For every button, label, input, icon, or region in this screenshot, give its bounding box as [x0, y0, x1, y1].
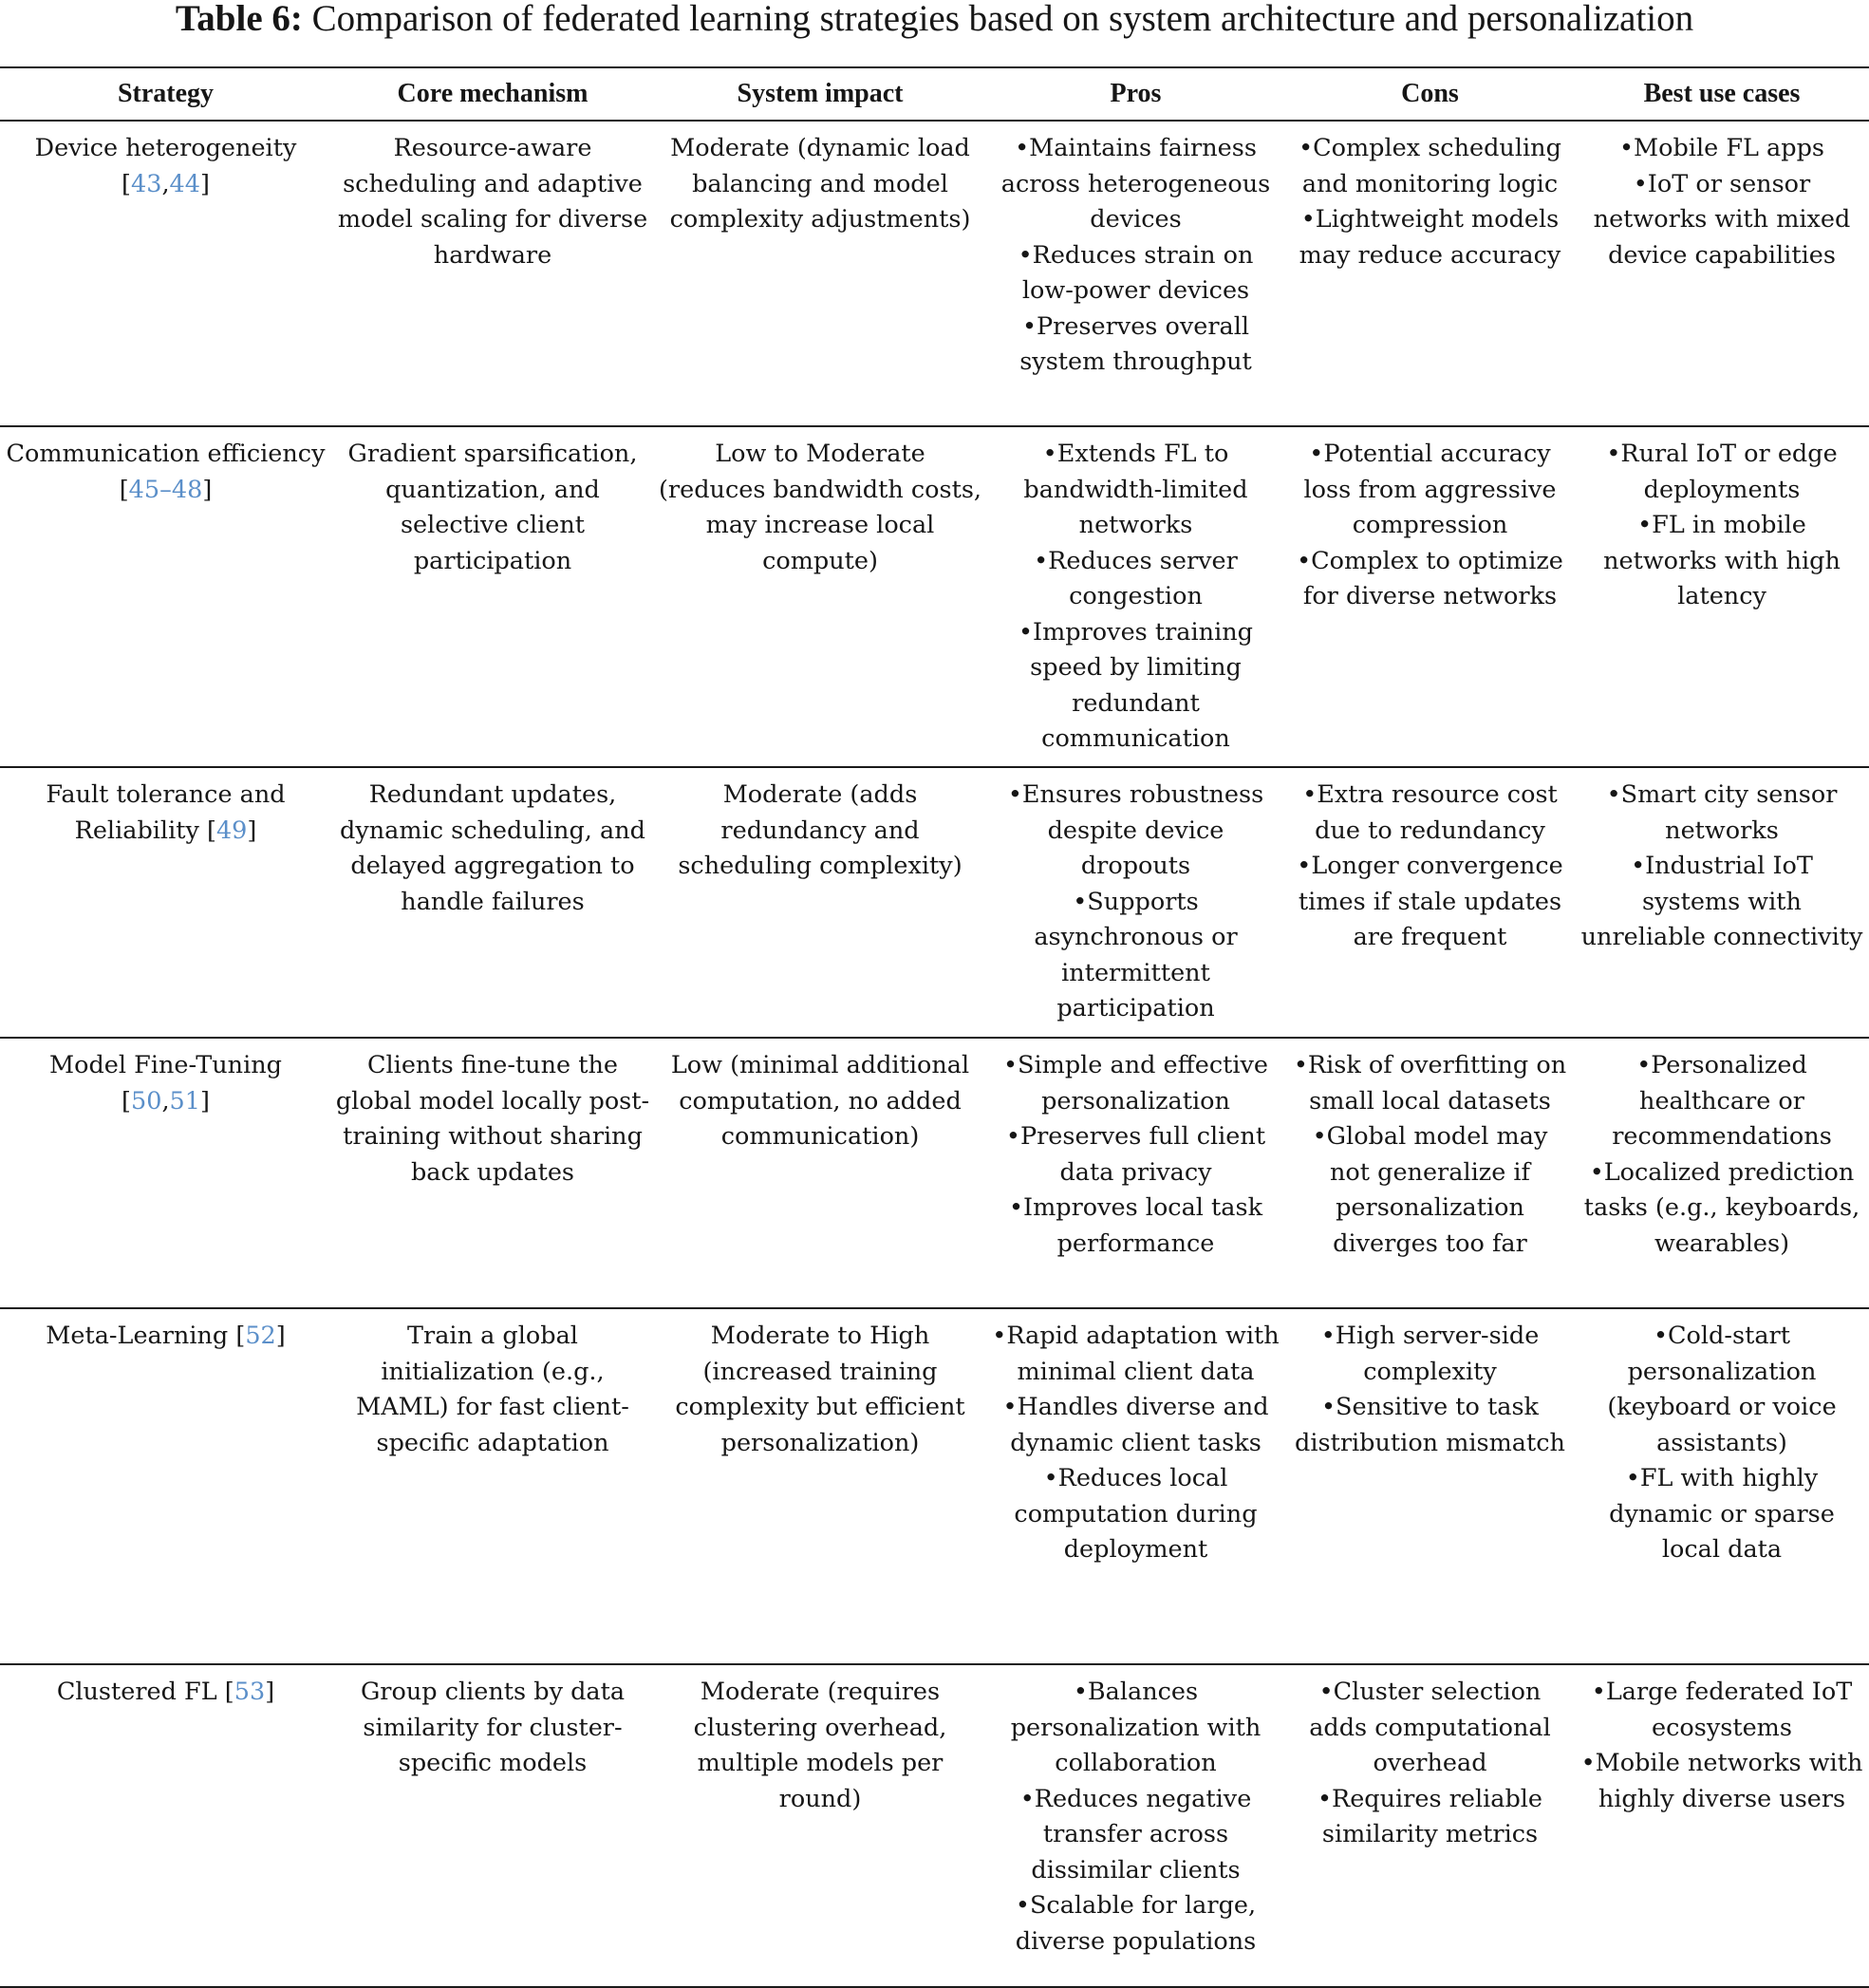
- con-item: •Lightweight models may reduce accuracy: [1299, 205, 1561, 270]
- con-item: •Longer convergence times if stale updates are frequent: [1297, 852, 1563, 951]
- table-caption: [0, 0, 1869, 40]
- system-impact-cell: Moderate (adds redundancy and scheduling complexity): [654, 767, 986, 1038]
- table-row: [0, 1308, 1869, 1664]
- pro-item: •Reduces server congestion: [1034, 546, 1238, 610]
- pro-item: •Reduces negative transfer across dissimilar clients: [1019, 1784, 1252, 1885]
- pros-cell: [986, 767, 1285, 1038]
- con-item: •Cluster selection adds computational overhead: [1309, 1678, 1551, 1777]
- cons-cell: [1285, 1664, 1575, 1987]
- core-mechanism-cell: Train a global initialization (e.g., MAML) for fast client-specific adaptation: [331, 1308, 654, 1664]
- strategy-name: Device heterogeneity: [34, 134, 297, 162]
- con-item: •Complex to optimize for diverse networks: [1297, 546, 1563, 610]
- con-item: •Complex scheduling and monitoring logic: [1299, 134, 1561, 198]
- system-impact-cell: Low to Moderate (reduces bandwidth costs, may increase local compute): [654, 426, 986, 767]
- use-case-item: •Mobile FL apps: [1618, 134, 1824, 162]
- con-item: •High server-side complexity: [1320, 1322, 1540, 1386]
- header-strategy: Strategy: [0, 67, 331, 121]
- use-case-item: •FL in mobile networks with high latency: [1603, 511, 1841, 610]
- strategy-name: Communication efficiency: [6, 440, 326, 468]
- cons-cell: [1285, 1308, 1575, 1664]
- core-mechanism-cell: Resource-aware scheduling and adaptive model scaling for diverse hardware: [331, 121, 654, 426]
- cons-cell: [1285, 426, 1575, 767]
- pro-item: •Reduces strain on low-power devices: [1018, 240, 1254, 305]
- core-mechanism-cell: Group clients by data similarity for cluster-specific models: [331, 1664, 654, 1987]
- con-item: •Sensitive to task distribution mismatch: [1295, 1393, 1565, 1457]
- table-row: [0, 121, 1869, 426]
- core-mechanism-cell: Redundant updates, dynamic scheduling, and delayed aggregation to handle failures: [331, 767, 654, 1038]
- best-use-cases-cell: [1575, 767, 1869, 1038]
- cons-cell: [1285, 1038, 1575, 1308]
- pro-item: •Balances personalization with collaboration: [1010, 1678, 1262, 1777]
- citation-range-dash: –: [159, 475, 172, 504]
- pro-item: •Improves training speed by limiting redundant communication: [1019, 617, 1253, 753]
- con-item: •Extra resource cost due to redundancy: [1302, 780, 1558, 845]
- core-mechanism-cell: Gradient sparsification, quantization, and selective client participation: [331, 426, 654, 767]
- citation-link[interactable]: 48: [171, 475, 203, 504]
- table-label: Table 6:: [175, 0, 303, 39]
- best-use-cases-cell: [1575, 1308, 1869, 1664]
- citation-link[interactable]: 52: [245, 1322, 276, 1350]
- header-core-mechanism: Core mechanism: [331, 67, 654, 121]
- strategy-cell: Clustered FL [53]: [0, 1664, 331, 1987]
- table-row: [0, 767, 1869, 1038]
- best-use-cases-cell: [1575, 426, 1869, 767]
- con-item: •Risk of overfitting on small local datasets: [1293, 1051, 1567, 1116]
- use-case-item: •Large federated IoT ecosystems: [1591, 1678, 1853, 1742]
- con-item: •Requires reliable similarity metrics: [1317, 1784, 1543, 1848]
- use-case-item: •Localized prediction tasks (e.g., keyboards, wearables): [1583, 1157, 1860, 1258]
- use-case-item: •FL with highly dynamic or sparse local data: [1609, 1464, 1835, 1564]
- header-row: [0, 67, 1869, 121]
- citation-link[interactable]: 53: [234, 1678, 266, 1706]
- pros-cell: [986, 1664, 1285, 1987]
- core-mechanism-cell: Clients fine-tune the global model locally post-training without sharing back updates: [331, 1038, 654, 1308]
- pro-item: •Ensures robustness despite device dropouts: [1007, 780, 1264, 880]
- citation-link[interactable]: 43: [130, 169, 162, 198]
- citation-link[interactable]: 44: [169, 169, 200, 198]
- pro-item: •Reduces local computation during deployment: [1014, 1464, 1258, 1564]
- strategy-cell: Communication efficiency [45–48]: [0, 426, 331, 767]
- best-use-cases-cell: [1575, 1038, 1869, 1308]
- pros-cell: [986, 121, 1285, 426]
- pro-item: •Supports asynchronous or intermittent participation: [1034, 887, 1238, 1022]
- table-row: [0, 1664, 1869, 1987]
- system-impact-cell: Moderate to High (increased training complexity but efficient personalization): [654, 1308, 986, 1664]
- strategy-name: Clustered FL: [56, 1678, 217, 1706]
- pro-item: •Rapid adaptation with minimal client data: [992, 1322, 1280, 1386]
- table-row: [0, 426, 1869, 767]
- citation-link[interactable]: 50: [130, 1086, 162, 1116]
- strategy-cell: Meta-Learning [52]: [0, 1308, 331, 1664]
- strategy-name: Meta-Learning: [46, 1322, 229, 1350]
- pros-cell: [986, 426, 1285, 767]
- header-best-use-cases: Best use cases: [1575, 67, 1869, 121]
- con-item: •Potential accuracy loss from aggressive compression: [1303, 440, 1557, 539]
- pro-item: •Preserves full client data privacy: [1005, 1122, 1266, 1187]
- pro-item: •Improves local task performance: [1008, 1193, 1263, 1258]
- strategy-cell: Fault tolerance and Reliability [49]: [0, 767, 331, 1038]
- table-row: [0, 1038, 1869, 1308]
- strategy-cell: Device heterogeneity [43,44]: [0, 121, 331, 426]
- strategy-name: Model Fine-Tuning: [49, 1051, 282, 1079]
- use-case-item: •Smart city sensor networks: [1606, 780, 1838, 845]
- citation-link[interactable]: 51: [169, 1086, 200, 1116]
- header-pros: Pros: [986, 67, 1285, 121]
- comparison-table: [0, 66, 1869, 1988]
- use-case-item: •Rural IoT or edge deployments: [1606, 440, 1838, 504]
- use-case-item: •Personalized healthcare or recommendations: [1612, 1051, 1832, 1151]
- pro-item: •Maintains fairness across heterogeneous devices: [1000, 134, 1271, 234]
- cons-cell: [1285, 121, 1575, 426]
- header-cons: Cons: [1285, 67, 1575, 121]
- pro-item: •Handles diverse and dynamic client tasks: [1002, 1393, 1269, 1457]
- header-system-impact: System impact: [654, 67, 986, 121]
- citation-link[interactable]: 49: [215, 816, 248, 845]
- pro-item: •Simple and effective personalization: [1002, 1051, 1269, 1116]
- pro-item: •Preserves overall system throughput: [1019, 311, 1252, 376]
- citation-link[interactable]: 45: [128, 475, 160, 504]
- pro-item: •Extends FL to bandwidth-limited networks: [1023, 440, 1248, 539]
- strategy-cell: Model Fine-Tuning [50,51]: [0, 1038, 331, 1308]
- best-use-cases-cell: [1575, 121, 1869, 426]
- cons-cell: [1285, 767, 1575, 1038]
- con-item: •Global model may not generalize if personalization diverges too far: [1312, 1122, 1548, 1258]
- strategy-name: Fault tolerance and Reliability: [46, 780, 286, 845]
- use-case-item: •IoT or sensor networks with mixed device capabilities: [1593, 169, 1851, 270]
- use-case-item: •Cold-start personalization (keyboard or voice assistants): [1607, 1322, 1837, 1457]
- system-impact-cell: Low (minimal additional computation, no added communication): [654, 1038, 986, 1308]
- pro-item: •Scalable for large, diverse populations: [1015, 1891, 1257, 1956]
- use-case-item: •Industrial IoT systems with unreliable connectivity: [1580, 852, 1863, 951]
- system-impact-cell: Moderate (requires clustering overhead, multiple models per round): [654, 1664, 986, 1987]
- table-title: Comparison of federated learning strategies based on system architecture and personalization: [302, 0, 1694, 39]
- best-use-cases-cell: [1575, 1664, 1869, 1987]
- use-case-item: •Mobile networks with highly diverse users: [1580, 1749, 1863, 1813]
- pros-cell: [986, 1038, 1285, 1308]
- system-impact-cell: Moderate (dynamic load balancing and model complexity adjustments): [654, 121, 986, 426]
- pros-cell: [986, 1308, 1285, 1664]
